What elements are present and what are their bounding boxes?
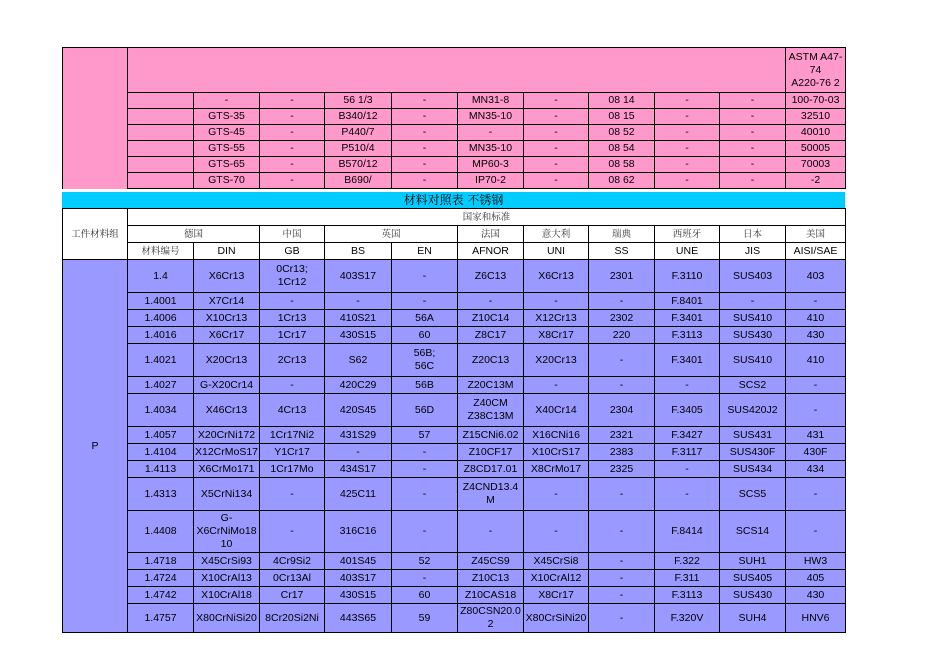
standard-cell: ASTM A47- 74 A220-76 2 xyxy=(786,48,846,93)
table-cell: - xyxy=(589,377,655,394)
table-cell: 410 xyxy=(786,310,846,327)
table-row xyxy=(63,344,846,377)
table-cell: - xyxy=(260,141,325,157)
table-cell: - xyxy=(655,478,720,511)
table-cell: MN31-8 xyxy=(458,93,524,109)
table-cell: Z4CND13.4 M xyxy=(458,478,524,511)
table-cell: IP70-2 xyxy=(458,173,524,189)
table-cell: Z10CF17 xyxy=(458,444,524,461)
table-cell: B570/12 xyxy=(325,157,392,173)
table-cell: 430 xyxy=(786,587,846,604)
table-cell: 420C29 xyxy=(325,377,392,394)
table-row xyxy=(63,461,846,478)
table-cell: 431 xyxy=(786,427,846,444)
table-cell: X20CrNi172 xyxy=(194,427,260,444)
table-cell: 08 58 xyxy=(589,157,655,173)
table-cell: - xyxy=(524,125,589,141)
table-cell: X6Cr13 xyxy=(194,260,260,293)
table-cell: - xyxy=(524,173,589,189)
table-row xyxy=(63,93,846,109)
table-cell: 1Cr17Mo xyxy=(260,461,325,478)
table-cell: 316C16 xyxy=(325,511,392,553)
table-cell: 431S29 xyxy=(325,427,392,444)
table-cell: F.3117 xyxy=(655,444,720,461)
table-cell: - xyxy=(524,141,589,157)
table-cell: 50005 xyxy=(786,141,846,157)
table-cell: F.3405 xyxy=(655,394,720,427)
table-cell: 1.4 xyxy=(128,260,194,293)
table-cell: -2 xyxy=(786,173,846,189)
table-cell: GTS-55 xyxy=(194,141,260,157)
table-row xyxy=(63,587,846,604)
table-cell: 2301 xyxy=(589,260,655,293)
table-cell: 403S17 xyxy=(325,260,392,293)
table-cell: - xyxy=(589,587,655,604)
table-cell: X10Cr13 xyxy=(194,310,260,327)
table-cell: - xyxy=(589,344,655,377)
country-header: 瑞典 xyxy=(589,226,655,243)
table-cell: - xyxy=(194,93,260,109)
table-cell: 410S21 xyxy=(325,310,392,327)
table-cell: - xyxy=(589,478,655,511)
table-cell: 403 xyxy=(786,260,846,293)
table-cell: Z6C13 xyxy=(458,260,524,293)
table-cell: - xyxy=(786,377,846,394)
standard-code-header: SS xyxy=(589,243,655,260)
table-cell: SCS14 xyxy=(720,511,786,553)
table-cell: 434 xyxy=(786,461,846,478)
country-header: 西班牙 xyxy=(655,226,720,243)
table-cell: 1.4104 xyxy=(128,444,194,461)
table-cell: Z8CD17.01 xyxy=(458,461,524,478)
table-cell: X7Cr14 xyxy=(194,293,260,310)
table-cell: - xyxy=(655,461,720,478)
table-cell: Z20C13 xyxy=(458,344,524,377)
table-cell: SCS2 xyxy=(720,377,786,394)
table-cell: F.322 xyxy=(655,553,720,570)
table-cell: - xyxy=(392,173,458,189)
table-cell: Z10C13 xyxy=(458,570,524,587)
table-cell: SUH4 xyxy=(720,604,786,633)
table-cell: 0Cr13Al xyxy=(260,570,325,587)
table-cell: - xyxy=(392,461,458,478)
table-cell: 56B xyxy=(392,377,458,394)
table-cell: 410 xyxy=(786,344,846,377)
table-cell: B340/12 xyxy=(325,109,392,125)
table-cell: - xyxy=(524,109,589,125)
table-cell: F.3113 xyxy=(655,587,720,604)
table-cell: 56 1/3 xyxy=(325,93,392,109)
malleable-iron-table xyxy=(62,47,846,189)
table-cell: 443S65 xyxy=(325,604,392,633)
table-cell: HNV6 xyxy=(786,604,846,633)
table-cell: X8CrMo17 xyxy=(524,461,589,478)
table-cell: 1.4113 xyxy=(128,461,194,478)
table-row xyxy=(63,173,846,189)
table-cell: 2325 xyxy=(589,461,655,478)
table-cell: X10CrAl13 xyxy=(194,570,260,587)
table-cell: - xyxy=(655,157,720,173)
table-cell: - xyxy=(524,377,589,394)
table-cell: 08 14 xyxy=(589,93,655,109)
table-cell: SUS410 xyxy=(720,344,786,377)
group-cell xyxy=(63,48,128,189)
table-cell: 32510 xyxy=(786,109,846,125)
table-cell: - xyxy=(260,478,325,511)
table-cell: - xyxy=(392,109,458,125)
table-cell: 1.4742 xyxy=(128,587,194,604)
table-cell: X8Cr17 xyxy=(524,587,589,604)
country-header: 德国 xyxy=(128,226,260,243)
table-cell: SUS420J2 xyxy=(720,394,786,427)
table-row xyxy=(63,427,846,444)
blank-cell xyxy=(128,157,194,173)
country-header: 英国 xyxy=(325,226,458,243)
table-cell: GTS-70 xyxy=(194,173,260,189)
table-cell: 1.4001 xyxy=(128,293,194,310)
table-cell: 2304 xyxy=(589,394,655,427)
table-cell: 430F xyxy=(786,444,846,461)
table-cell: - xyxy=(392,260,458,293)
table-cell: 2Cr13 xyxy=(260,344,325,377)
table-cell: S62 xyxy=(325,344,392,377)
standard-code-header: JIS xyxy=(720,243,786,260)
table-cell: - xyxy=(589,553,655,570)
table-row xyxy=(63,478,846,511)
table-cell: - xyxy=(524,93,589,109)
table-cell: - xyxy=(786,478,846,511)
table-cell: X45CrSi8 xyxy=(524,553,589,570)
table-cell: X80CrNiSi20 xyxy=(194,604,260,633)
table-cell: - xyxy=(786,511,846,553)
table-cell: X12CrMoS17 xyxy=(194,444,260,461)
table-cell: 425C11 xyxy=(325,478,392,511)
table-cell: F.3401 xyxy=(655,310,720,327)
blank-cell xyxy=(128,48,786,93)
table-cell: 401S45 xyxy=(325,553,392,570)
table-cell: GTS-65 xyxy=(194,157,260,173)
table-cell: F.3110 xyxy=(655,260,720,293)
table-cell: X20Cr13 xyxy=(194,344,260,377)
table-cell: X5CrNi134 xyxy=(194,478,260,511)
table-cell: Z15CNi6.02 xyxy=(458,427,524,444)
table-cell: 60 xyxy=(392,327,458,344)
table-cell: - xyxy=(325,293,392,310)
table-cell: - xyxy=(524,478,589,511)
table-cell: SUS431 xyxy=(720,427,786,444)
table-cell: - xyxy=(392,157,458,173)
group-header: 工件材料组 xyxy=(63,209,128,260)
table-cell: 4Cr9Si2 xyxy=(260,553,325,570)
table-cell: - xyxy=(458,511,524,553)
table-cell: 08 54 xyxy=(589,141,655,157)
table-cell: - xyxy=(720,141,786,157)
table-cell: - xyxy=(589,570,655,587)
table-cell: - xyxy=(260,293,325,310)
table-cell: X46Cr13 xyxy=(194,394,260,427)
section-title: 材料对照表 不锈钢 xyxy=(62,192,845,208)
table-row xyxy=(63,570,846,587)
table-cell: 1.4057 xyxy=(128,427,194,444)
table-cell: Cr17 xyxy=(260,587,325,604)
standard-code-header: DIN xyxy=(194,243,260,260)
country-header: 日本 xyxy=(720,226,786,243)
table-cell: - xyxy=(392,125,458,141)
table-cell: GTS-45 xyxy=(194,125,260,141)
table-row xyxy=(63,125,846,141)
table-cell: - xyxy=(786,394,846,427)
table-cell: 1.4724 xyxy=(128,570,194,587)
table-cell: 0Cr13; 1Cr12 xyxy=(260,260,325,293)
table-cell: 1Cr13 xyxy=(260,310,325,327)
table-cell: 1.4757 xyxy=(128,604,194,633)
table-cell: X10CrAl12 xyxy=(524,570,589,587)
table-cell: F.8414 xyxy=(655,511,720,553)
table-row xyxy=(63,327,846,344)
table-cell: 430 xyxy=(786,327,846,344)
country-header: 中国 xyxy=(260,226,325,243)
standard-code-header: UNI xyxy=(524,243,589,260)
table-cell: - xyxy=(392,93,458,109)
table-cell: 405 xyxy=(786,570,846,587)
table-cell: Z8C17 xyxy=(458,327,524,344)
table-cell: X6CrMo171 xyxy=(194,461,260,478)
table-cell: - xyxy=(392,141,458,157)
table-cell: - xyxy=(655,125,720,141)
table-cell: 1.4016 xyxy=(128,327,194,344)
table-cell: SCS5 xyxy=(720,478,786,511)
country-header: 美国 xyxy=(786,226,846,243)
table-cell: P510/4 xyxy=(325,141,392,157)
table-cell: - xyxy=(786,293,846,310)
table-cell: - xyxy=(720,157,786,173)
table-cell: SUS410 xyxy=(720,310,786,327)
blank-cell xyxy=(128,125,194,141)
table-cell: MP60-3 xyxy=(458,157,524,173)
table-cell: - xyxy=(655,109,720,125)
table-cell: - xyxy=(655,377,720,394)
table-cell: Z10CAS18 xyxy=(458,587,524,604)
table-cell: SUH1 xyxy=(720,553,786,570)
table-cell: 1.4021 xyxy=(128,344,194,377)
table-cell: 220 xyxy=(589,327,655,344)
table-cell: 434S17 xyxy=(325,461,392,478)
table-cell: 56A xyxy=(392,310,458,327)
table-cell: 40010 xyxy=(786,125,846,141)
table-cell: F.3113 xyxy=(655,327,720,344)
table-cell: - xyxy=(589,604,655,633)
table-cell: 2383 xyxy=(589,444,655,461)
table-cell: 100-70-03 xyxy=(786,93,846,109)
table-cell: 57 xyxy=(392,427,458,444)
standards-header: 国家和标准 xyxy=(128,209,846,226)
blank-cell xyxy=(128,93,194,109)
table-cell: 59 xyxy=(392,604,458,633)
table-cell: - xyxy=(260,157,325,173)
table-cell: - xyxy=(524,157,589,173)
table-cell: 56D xyxy=(392,394,458,427)
table-cell: F.8401 xyxy=(655,293,720,310)
table-cell: 403S17 xyxy=(325,570,392,587)
table-cell: 70003 xyxy=(786,157,846,173)
table-cell: 430S15 xyxy=(325,327,392,344)
table-row xyxy=(63,141,846,157)
table-row xyxy=(63,310,846,327)
table-cell: - xyxy=(720,109,786,125)
country-header: 意大利 xyxy=(524,226,589,243)
table-cell: - xyxy=(325,444,392,461)
standard-code-header: EN xyxy=(392,243,458,260)
table-cell: F.3401 xyxy=(655,344,720,377)
table-cell: - xyxy=(260,511,325,553)
table-cell: 1.4313 xyxy=(128,478,194,511)
standard-code-header: AISI/SAE xyxy=(786,243,846,260)
table-cell: - xyxy=(392,478,458,511)
table-cell: 1Cr17 xyxy=(260,327,325,344)
table-cell: SUS430 xyxy=(720,327,786,344)
table-cell: X6Cr13 xyxy=(524,260,589,293)
table-cell: - xyxy=(392,570,458,587)
table-row xyxy=(63,604,846,633)
table-cell: Z10C14 xyxy=(458,310,524,327)
table-cell: 08 15 xyxy=(589,109,655,125)
table-row xyxy=(63,553,846,570)
standard-code-header: 材料编号 xyxy=(128,243,194,260)
table-cell: B690/ xyxy=(325,173,392,189)
table-cell: 1.4408 xyxy=(128,511,194,553)
table-cell: Z80CSN20.0 2 xyxy=(458,604,524,633)
standard-code-header: GB xyxy=(260,243,325,260)
table-cell: X16CNi16 xyxy=(524,427,589,444)
table-cell: F.311 xyxy=(655,570,720,587)
blank-cell xyxy=(128,109,194,125)
table-cell: - xyxy=(655,93,720,109)
table-cell: 52 xyxy=(392,553,458,570)
table-cell: SUS434 xyxy=(720,461,786,478)
table-cell: 420S45 xyxy=(325,394,392,427)
table-cell: HW3 xyxy=(786,553,846,570)
table-cell: - xyxy=(720,293,786,310)
table-cell: MN35-10 xyxy=(458,109,524,125)
table-cell: G-X20Cr14 xyxy=(194,377,260,394)
table-cell: MN35-10 xyxy=(458,141,524,157)
table-cell: 1Cr17Ni2 xyxy=(260,427,325,444)
table-row xyxy=(63,394,846,427)
blank-cell xyxy=(128,173,194,189)
table-cell: - xyxy=(655,173,720,189)
table-cell: - xyxy=(260,125,325,141)
table-cell: 430S15 xyxy=(325,587,392,604)
table-cell: SUS403 xyxy=(720,260,786,293)
table-cell: - xyxy=(720,93,786,109)
table-cell: - xyxy=(655,141,720,157)
table-cell: Y1Cr17 xyxy=(260,444,325,461)
table-cell: 56B; 56C xyxy=(392,344,458,377)
table-cell: X45CrSi93 xyxy=(194,553,260,570)
table-cell: - xyxy=(458,125,524,141)
table-cell: - xyxy=(720,173,786,189)
table-cell: 1.4027 xyxy=(128,377,194,394)
table-cell: - xyxy=(260,109,325,125)
table-cell: F.320V xyxy=(655,604,720,633)
table-cell: - xyxy=(524,511,589,553)
table-cell: - xyxy=(720,125,786,141)
table-cell: 1.4718 xyxy=(128,553,194,570)
table-cell: - xyxy=(392,511,458,553)
table-cell: SUS430F xyxy=(720,444,786,461)
table-cell: - xyxy=(260,93,325,109)
table-cell: X20Cr13 xyxy=(524,344,589,377)
standard-code-header: BS xyxy=(325,243,392,260)
table-cell: - xyxy=(392,293,458,310)
table-row xyxy=(63,444,846,461)
table-row xyxy=(63,260,846,293)
table-cell: 08 62 xyxy=(589,173,655,189)
table-cell: X6Cr17 xyxy=(194,327,260,344)
table-cell: SUS405 xyxy=(720,570,786,587)
table-row xyxy=(63,109,846,125)
table-row xyxy=(63,157,846,173)
table-cell: SUS430 xyxy=(720,587,786,604)
table-row xyxy=(63,377,846,394)
table-cell: Z20C13M xyxy=(458,377,524,394)
table-cell: - xyxy=(458,293,524,310)
table-cell: P440/7 xyxy=(325,125,392,141)
table-row xyxy=(63,511,846,553)
table-cell: - xyxy=(260,377,325,394)
table-cell: 60 xyxy=(392,587,458,604)
table-cell: X8Cr17 xyxy=(524,327,589,344)
country-header: 法国 xyxy=(458,226,524,243)
table-cell: 8Cr20Si2Ni xyxy=(260,604,325,633)
material-group-cell: P xyxy=(63,260,128,633)
table-cell: Z40CM Z38C13M xyxy=(458,394,524,427)
table-cell: 2302 xyxy=(589,310,655,327)
table-cell: 2321 xyxy=(589,427,655,444)
table-cell: - xyxy=(392,444,458,461)
table-cell: F.3427 xyxy=(655,427,720,444)
table-cell: X12Cr13 xyxy=(524,310,589,327)
table-cell: X10CrS17 xyxy=(524,444,589,461)
table-cell: GTS-35 xyxy=(194,109,260,125)
standard-code-header: AFNOR xyxy=(458,243,524,260)
table-cell: - xyxy=(524,293,589,310)
table-cell: - xyxy=(589,293,655,310)
stainless-steel-table xyxy=(62,208,846,633)
table-cell: 1.4006 xyxy=(128,310,194,327)
standard-code-header: UNE xyxy=(655,243,720,260)
table-cell: 1.4034 xyxy=(128,394,194,427)
blank-cell xyxy=(128,141,194,157)
table-cell: G- X6CrNiMo18 10 xyxy=(194,511,260,553)
table-cell: 4Cr13 xyxy=(260,394,325,427)
table-cell: X40Cr14 xyxy=(524,394,589,427)
table-cell: X10CrAl18 xyxy=(194,587,260,604)
table-row xyxy=(63,293,846,310)
table-cell: 08 52 xyxy=(589,125,655,141)
table-cell: Z45CS9 xyxy=(458,553,524,570)
table-cell: X80CrSiNi20 xyxy=(524,604,589,633)
table-cell: - xyxy=(260,173,325,189)
table-cell: - xyxy=(589,511,655,553)
